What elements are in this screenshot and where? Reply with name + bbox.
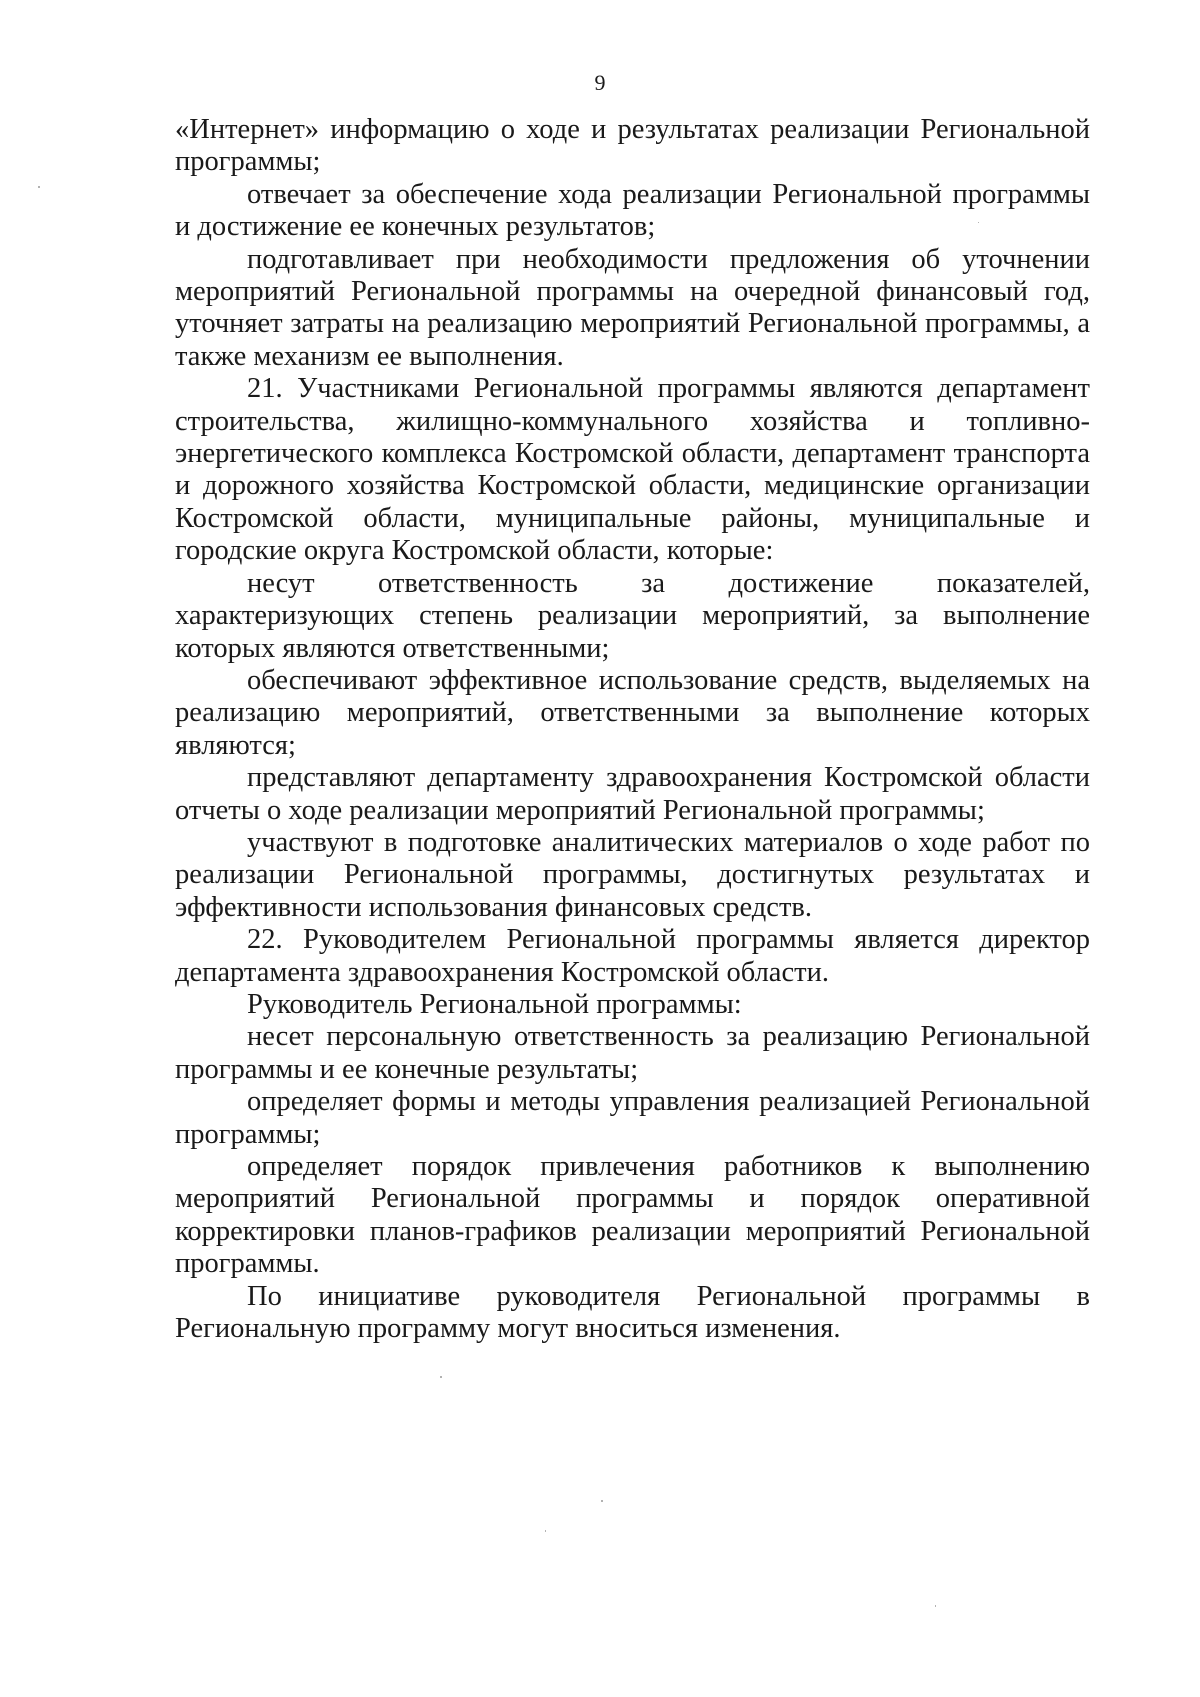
scan-speck	[545, 1530, 546, 1532]
paragraph-6: обеспечивают эффективное использование средств, выделяемых на реализацию мероприятий, ответственными за выполнение которых являются;	[175, 664, 1090, 761]
paragraph-14: По инициативе руководителя Региональной программы в Региональную программу могут вноситься изменения.	[175, 1280, 1090, 1345]
paragraph-4: 21. Участниками Региональной программы являются департамент строительства, жилищно-коммунального хозяйства и топливно-энергетического комплекса Костромской области, департамент транспорта и дорожного хозяйства Костромской области, медицинские организации Костромской области, муниципальные районы, муниципальные и городские округа Костромской области, которые:	[175, 373, 1090, 567]
paragraph-9: 22. Руководителем Региональной программы является директор департамента здравоохранения Костромской области.	[175, 924, 1090, 988]
paragraph-12: определяет формы и методы управления реализацией Региональной программы;	[175, 1086, 1090, 1150]
paragraph-1: «Интернет» информацию о ходе и результатах реализации Региональной программы;	[175, 114, 1090, 178]
paragraph-10: Руководитель Региональной программы:	[247, 988, 742, 1020]
paragraph-2: отвечает за обеспечение хода реализации Региональной программы и достижение ее конечных результатов;	[175, 178, 1090, 243]
document-body	[175, 114, 1090, 1345]
paragraph-13: определяет порядок привлечения работников к выполнению мероприятий Региональной программы и порядок оперативной корректировки планов-графиков реализации мероприятий Региональной программы.	[175, 1151, 1090, 1280]
paragraph-5: несут ответственность за достижение показателей, характеризующих степень реализации мероприятий, за выполнение которых являются ответственными;	[175, 567, 1090, 664]
scan-speck	[601, 1500, 603, 1502]
scan-speck	[935, 1605, 936, 1607]
scan-speck	[978, 222, 979, 223]
paragraph-3: подготавливает при необходимости предложения об уточнении мероприятий Региональной программы на очередной финансовый год, уточняет затраты на реализацию мероприятий Региональной программы, а также механизм ее выполнения.	[175, 243, 1090, 372]
paragraph-8: участвуют в подготовке аналитических материалов о ходе работ по реализации Региональной программы, достигнутых результатах и эффективности использования финансовых средств.	[175, 826, 1090, 923]
paragraph-7: представляют департаменту здравоохранения Костромской области отчеты о ходе реализации мероприятий Региональной программы;	[175, 762, 1090, 826]
page-number: 9	[594, 70, 606, 95]
scan-speck	[440, 1376, 442, 1378]
scan-speck	[38, 186, 40, 188]
paragraph-11: несет персональную ответственность за реализацию Региональной программы и ее конечные результаты;	[175, 1021, 1090, 1085]
